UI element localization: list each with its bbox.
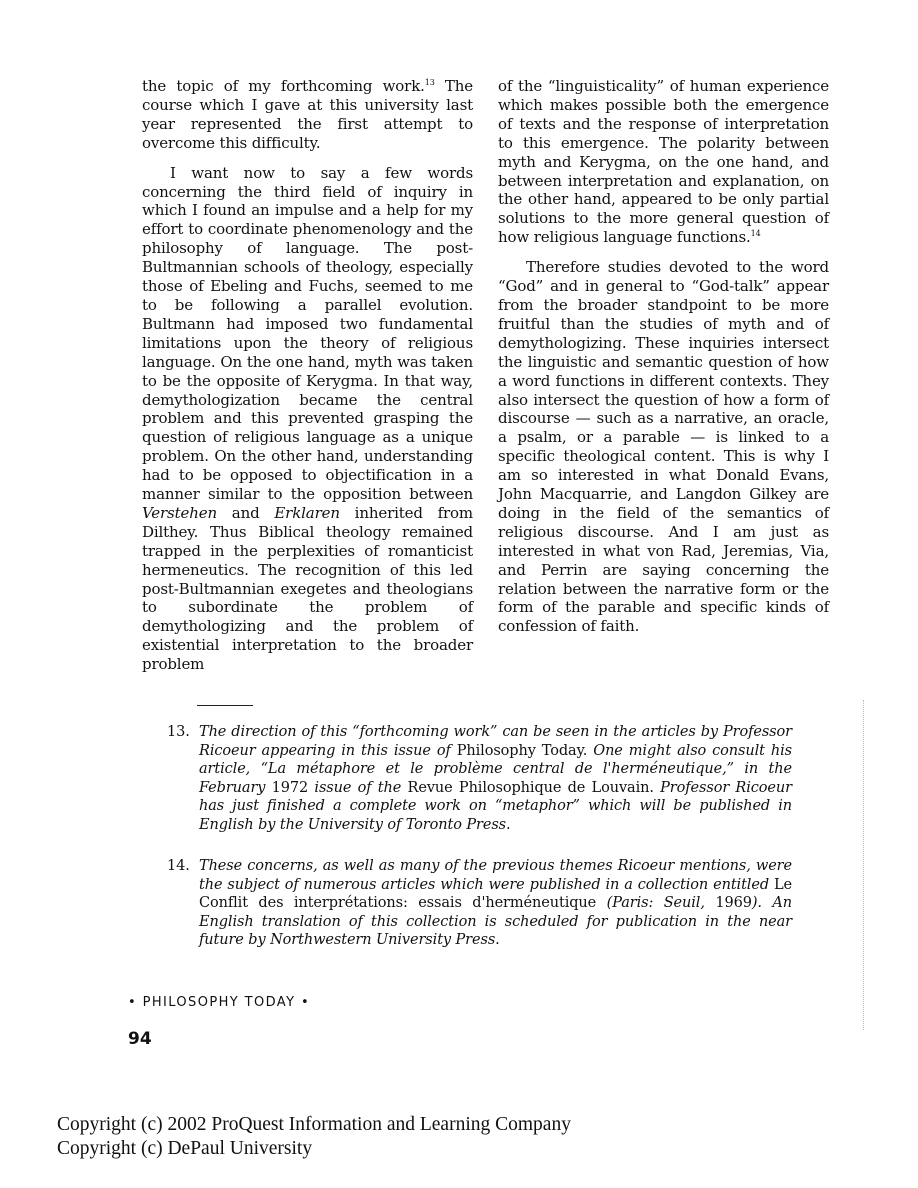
text-segment: Philosophy Today. xyxy=(456,742,588,759)
text-segment: These concerns, as well as many of the previous themes Ricoeur mentions, were the subject of numerous articles which were published in a collection entitled xyxy=(199,858,792,893)
paragraph xyxy=(142,164,473,674)
left-text-column xyxy=(142,77,473,674)
copyright-line: Copyright (c) 2002 ProQuest Information and Learning Company xyxy=(57,1114,571,1135)
text-segment: I want now to say a few words concerning the third field of inquiry in which I found an impulse and a help for my effort to coordinate phenomenology and the philosophy of language. The post-Bultmannian schools of theology, especially those of Ebeling and Fuchs, seemed to me to be following a parallel evolution. Bultmann had imposed two fundamental limitations upon the theory of religious language. On the one hand, myth was taken to be the opposite of Kerygma. In that way, demythologization became the central problem and this prevented grasping the question of religious language as a unique problem. On the other hand, understanding had to be opposed to objectification in a manner similar to the opposition between xyxy=(142,163,473,504)
footnote-13 xyxy=(167,723,792,834)
footnote-divider xyxy=(197,705,253,706)
text-segment: Revue Philosophique de Louvain. xyxy=(407,779,654,796)
paragraph xyxy=(498,258,829,636)
footnote-text xyxy=(199,723,792,834)
text-segment: (Paris: Seuil, xyxy=(596,895,716,911)
footnote-text xyxy=(199,857,792,950)
text-segment: Verstehen xyxy=(142,503,217,522)
page-number: 94 xyxy=(128,1029,152,1049)
footnote-number: 14. xyxy=(167,858,190,874)
text-segment: of the “linguisticality” of human experience which makes possible both the emergence of texts and the response of interpretation to this emergence. The polarity between myth and Kerygma, on the one hand, and between interpretation and explanation, on the other hand, appeared to be only partial solutions to the more general question of how religious language functions. xyxy=(498,77,829,247)
text-segment: 1972 xyxy=(271,779,309,796)
text-segment: Professor Ricoeur has just finished a complete work on “metaphor” which will be published in English by the University of Toronto Press. xyxy=(199,779,792,833)
running-footer: • PHILOSOPHY TODAY • xyxy=(128,995,311,1010)
text-segment: The course which I gave at this university last year represented the first attempt to overcome this difficulty. xyxy=(142,77,473,152)
text-segment: ). An English translation of this collection is scheduled for publication in the near future by Northwestern University Press. xyxy=(199,895,792,948)
text-segment: One might also consult his article, “La métaphore et le problème central de l'herméneutique,” in the February xyxy=(199,742,793,796)
footnote-number: 13. xyxy=(167,724,190,740)
text-segment: issue of the xyxy=(308,779,408,796)
footnote-reference: 14 xyxy=(750,229,761,239)
paragraph xyxy=(498,77,829,247)
text-segment: Therefore studies devoted to the word “God” and in general to “God-talk” appear from the broader standpoint to be more fruitful than the studies of myth and of demythologizing. These inquiries intersect the linguistic and semantic question of how a word functions in different contexts. They also intersect the question of how a form of discourse — such as a narrative, an oracle, a psalm, or a parable — is linked to a specific theological content. This is why I am so interested in what Donald Evans, John Macquarrie, and Langdon Gilkey are doing in the field of the semantics of religious discourse. And I am just as interested in what von Rad, Jeremias, Via, and Perrin are saying concerning the relation between the narrative form or the form of the parable and specific kinds of confession of faith. xyxy=(498,258,829,636)
text-segment: Le Conflit des interprétations: essais d'herméneutique xyxy=(199,876,792,911)
scan-edge-line xyxy=(863,700,864,1030)
right-text-column xyxy=(498,77,829,636)
footnote-14 xyxy=(167,857,792,950)
text-segment: inherited from Dilthey. Thus Biblical theology remained trapped in the perplexities of romanticist hermeneutics. The recognition of this led post-Bultmannian exegetes and theologians to subordinate the problem of demythologizing and the problem of existential interpretation to the broader problem xyxy=(142,503,473,674)
copyright-line: Copyright (c) DePaul University xyxy=(57,1138,313,1159)
text-segment: and xyxy=(216,503,275,522)
paragraph xyxy=(142,77,473,153)
text-segment: the topic of my forthcoming work. xyxy=(142,77,425,95)
text-segment: Erklaren xyxy=(274,503,340,522)
text-segment: The direction of this “forthcoming work” can be seen in the articles by Professor Ricoeur appearing in this issue of xyxy=(199,724,792,759)
footnote-reference: 13 xyxy=(424,78,435,87)
text-segment: 1969 xyxy=(715,895,752,911)
